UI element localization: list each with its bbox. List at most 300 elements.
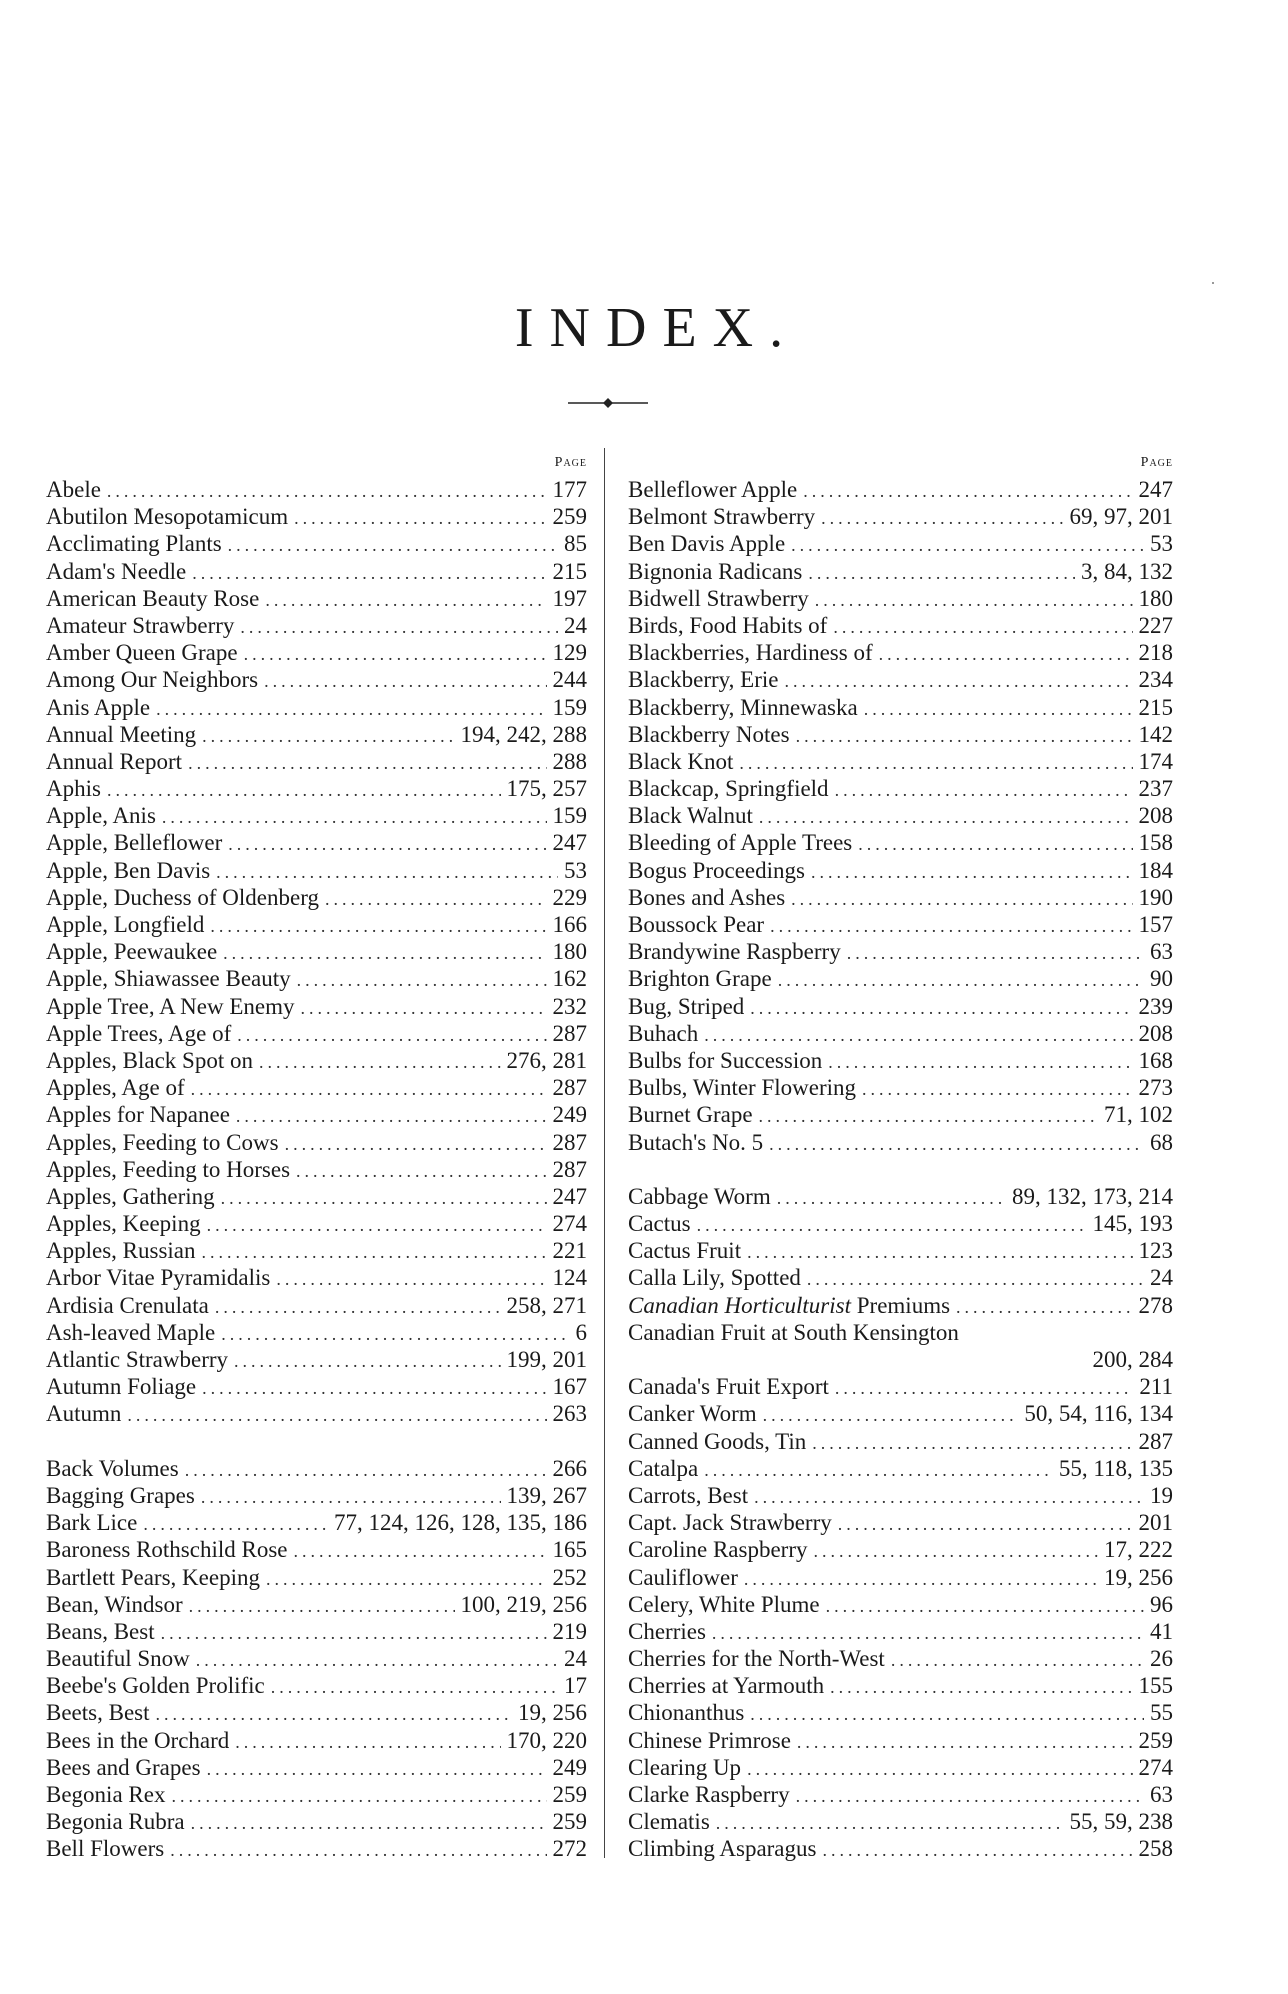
dot-leader — [294, 505, 546, 532]
dot-leader — [107, 478, 547, 505]
entry-pages: 272 — [552, 1836, 587, 1862]
dot-leader — [296, 1158, 546, 1185]
entry-pages: 184 — [1138, 857, 1173, 883]
entry-pages: 239 — [1138, 993, 1173, 1019]
entry-pages: 17, 222 — [1104, 1537, 1173, 1563]
entry-name: Blackberry Notes — [628, 721, 790, 747]
dot-leader — [143, 1511, 328, 1538]
dot-leader — [785, 668, 1133, 695]
dot-leader — [879, 641, 1133, 668]
dot-leader — [847, 940, 1144, 967]
entry-pages: 197 — [552, 585, 587, 611]
entry-name: Abele — [46, 477, 101, 502]
index-entry — [628, 1618, 1173, 1645]
entry-name: Bark Lice — [46, 1510, 138, 1536]
entry-pages: 247 — [552, 830, 587, 856]
dot-leader — [216, 859, 558, 886]
entry-pages: 274 — [552, 1211, 587, 1237]
dot-leader — [202, 1239, 547, 1266]
index-entry — [628, 476, 1173, 503]
index-entry — [628, 1373, 1173, 1400]
index-entry — [46, 503, 587, 530]
entry-name: Black Knot — [628, 748, 734, 774]
entry-pages: 259 — [1138, 1727, 1173, 1753]
index-entry — [46, 911, 587, 938]
dot-leader — [769, 1131, 1144, 1158]
dot-leader — [192, 560, 546, 587]
entry-name: Annual Report — [46, 748, 183, 774]
index-entry — [628, 775, 1173, 802]
entry-pages: 252 — [552, 1564, 587, 1590]
entry-pages: 247 — [1138, 477, 1173, 502]
index-entry — [628, 884, 1173, 911]
entry-pages: 247 — [552, 1183, 587, 1209]
dot-leader — [207, 1756, 547, 1783]
dot-leader — [228, 532, 558, 559]
dot-leader — [797, 1729, 1133, 1756]
entry-name: Amber Queen Grape — [46, 640, 238, 666]
entry-pages: 227 — [1138, 612, 1173, 638]
dot-leader — [237, 1022, 546, 1049]
index-entry — [46, 884, 587, 911]
entry-name: Apple, Shiawassee Beauty — [46, 966, 291, 992]
entry-pages: 55 — [1150, 1700, 1173, 1726]
dot-leader — [744, 1566, 1098, 1593]
entry-pages: 177 — [552, 477, 587, 502]
page-column-header: Page — [1140, 455, 1173, 470]
entry-pages: 208 — [1138, 803, 1173, 829]
entry-name: Carrots, Best — [628, 1482, 749, 1508]
entry-pages: 19 — [1150, 1482, 1173, 1508]
dot-leader — [271, 1674, 558, 1701]
entry-pages: 85 — [564, 531, 587, 557]
entry-pages: 89, 132, 173, 214 — [1012, 1183, 1173, 1209]
dot-leader — [835, 1375, 1133, 1402]
index-entry — [46, 1754, 587, 1781]
entry-name: Amateur Strawberry — [46, 612, 235, 638]
entry-pages: 167 — [552, 1374, 587, 1400]
index-entry — [628, 1482, 1173, 1509]
dot-leader — [826, 1593, 1144, 1620]
dot-leader — [276, 1266, 546, 1293]
entry-pages: 175, 257 — [506, 776, 587, 802]
entry-name: Adam's Needle — [46, 558, 187, 584]
entry-pages: 26 — [1150, 1646, 1173, 1672]
entry-name: Blackberries, Hardiness of — [628, 640, 873, 666]
index-entry — [46, 1292, 587, 1319]
entry-name: Apples, Feeding to Cows — [46, 1129, 279, 1155]
entry-name: Canada's Fruit Export — [628, 1374, 829, 1400]
index-entry — [628, 1210, 1173, 1237]
dot-leader — [796, 1783, 1144, 1810]
entry-name: Butach's No. 5 — [628, 1129, 764, 1155]
entry-name: Baroness Rothschild Rose — [46, 1537, 288, 1563]
entry-name: Blackberry, Minnewaska — [628, 694, 858, 720]
entry-name: Burnet Grape — [628, 1102, 753, 1128]
entry-pages: 139, 267 — [506, 1482, 587, 1508]
entry-name: Chinese Primrose — [628, 1727, 791, 1753]
dot-leader — [221, 1321, 569, 1348]
dot-leader — [747, 1239, 1132, 1266]
entry-name: Birds, Food Habits of — [628, 612, 828, 638]
entry-pages: 288 — [552, 748, 587, 774]
entry-pages: 244 — [552, 667, 587, 693]
index-entry — [46, 1264, 587, 1291]
entry-pages: 55, 59, 238 — [1069, 1809, 1173, 1835]
dot-leader — [828, 1049, 1132, 1076]
index-entry — [628, 857, 1173, 884]
dot-leader — [207, 1212, 547, 1239]
dot-leader — [156, 1701, 513, 1728]
index-entry — [628, 1074, 1173, 1101]
entry-pages: 259 — [552, 1782, 587, 1807]
dot-leader — [297, 967, 547, 994]
dot-leader — [759, 804, 1133, 831]
dot-leader — [812, 1430, 1132, 1457]
entry-name: Apples, Feeding to Horses — [46, 1156, 291, 1182]
dot-leader — [807, 1266, 1144, 1293]
entry-name: Atlantic Strawberry — [46, 1347, 229, 1372]
entry-name: Cherries for the North-West — [628, 1646, 885, 1672]
entry-pages: 215 — [552, 558, 587, 584]
entry-name: Apples, Age of — [46, 1075, 185, 1101]
entry-name: Apple, Longfield — [46, 912, 205, 937]
entry-name: Blackberry, Erie — [628, 667, 779, 693]
entry-name: Cactus Fruit — [628, 1238, 742, 1264]
entry-name: Bogus Proceedings — [628, 857, 805, 883]
entry-name: Apple, Anis — [46, 803, 156, 829]
dot-leader — [235, 1729, 500, 1756]
index-entry — [628, 1264, 1173, 1291]
dot-leader — [862, 1076, 1132, 1103]
entry-pages: 194, 242, 288 — [460, 721, 587, 747]
dot-leader — [244, 641, 547, 668]
entry-name: Bleeding of Apple Trees — [628, 830, 853, 856]
entry-pages: 258 — [1138, 1836, 1173, 1862]
index-entry — [46, 775, 587, 802]
index-entry — [628, 1591, 1173, 1618]
entry-pages: 276, 281 — [506, 1047, 587, 1073]
entry-pages: 168 — [1138, 1047, 1173, 1073]
entry-name: Blackcap, Springfield — [628, 776, 829, 802]
entry-pages: 166 — [552, 912, 587, 937]
dot-leader — [185, 1457, 547, 1484]
entry-pages: 63 — [1150, 939, 1173, 965]
dot-leader — [161, 1620, 547, 1647]
index-entry — [46, 585, 587, 612]
dot-leader — [228, 831, 546, 858]
entry-name: Apples, Russian — [46, 1238, 196, 1264]
entry-name: Bees in the Orchard — [46, 1727, 230, 1753]
dot-leader — [750, 1701, 1144, 1728]
entry-pages: 24 — [1150, 1265, 1173, 1291]
dot-leader — [747, 1756, 1132, 1783]
entry-name: Bell Flowers — [46, 1836, 165, 1862]
index-entry — [628, 1101, 1173, 1128]
entry-pages: 155 — [1138, 1673, 1173, 1699]
dot-leader — [127, 1402, 546, 1429]
dot-leader — [191, 1810, 547, 1837]
dot-leader — [162, 804, 547, 831]
index-column-left — [46, 450, 587, 1863]
dot-leader — [716, 1810, 1064, 1837]
entry-name: Cauliflower — [628, 1564, 738, 1590]
entry-pages: 17 — [564, 1673, 587, 1699]
entry-pages: 6 — [575, 1319, 587, 1345]
dot-leader — [822, 1837, 1132, 1864]
index-entry — [628, 993, 1173, 1020]
index-entry — [628, 1781, 1173, 1808]
dot-leader — [191, 1076, 547, 1103]
section-gap — [46, 1428, 587, 1455]
dot-leader — [107, 777, 501, 804]
dot-leader — [835, 777, 1133, 804]
index-entry — [46, 1808, 587, 1835]
entry-pages: 258, 271 — [506, 1292, 587, 1318]
entry-name: Canker Worm — [628, 1401, 757, 1427]
dot-leader — [830, 1674, 1132, 1701]
index-entry — [628, 530, 1173, 557]
entry-name: Cactus — [628, 1211, 691, 1237]
entry-pages: 157 — [1138, 912, 1173, 937]
index-entry — [46, 694, 587, 721]
entry-name: American Beauty Rose — [46, 585, 260, 611]
entry-pages: 221 — [552, 1238, 587, 1264]
index-entry — [628, 802, 1173, 829]
entry-pages: 201 — [1138, 1510, 1173, 1536]
index-entry — [46, 1400, 587, 1427]
entry-name: Climbing Asparagus — [628, 1836, 817, 1862]
dot-leader — [808, 560, 1075, 587]
entry-name: Apple, Ben Davis — [46, 857, 211, 883]
entry-name: Calla Lily, Spotted — [628, 1265, 801, 1291]
entry-name: Capt. Jack Strawberry — [628, 1510, 832, 1536]
dot-leader — [234, 1348, 500, 1375]
index-entry — [46, 1564, 587, 1591]
entry-name: Chionanthus — [628, 1700, 745, 1726]
entry-name: Ardisia Crenulata — [46, 1292, 209, 1318]
dot-leader — [815, 587, 1133, 614]
entry-name: Bees and Grapes — [46, 1754, 201, 1780]
dot-leader — [210, 913, 546, 940]
entry-pages: 287 — [552, 1156, 587, 1182]
dot-leader — [285, 1131, 547, 1158]
entry-pages: 190 — [1138, 884, 1173, 910]
dot-leader — [754, 1484, 1144, 1511]
entry-name: Cherries — [628, 1618, 706, 1644]
index-entry — [46, 530, 587, 557]
entry-name: Bartlett Pears, Keeping — [46, 1564, 260, 1590]
dot-leader — [739, 750, 1132, 777]
dot-leader — [196, 1647, 558, 1674]
dot-leader — [240, 614, 558, 641]
entry-name: Belleflower Apple — [628, 477, 798, 502]
entry-pages: 266 — [552, 1455, 587, 1481]
dot-leader — [833, 614, 1132, 641]
entry-pages: 77, 124, 126, 128, 135, 186 — [334, 1510, 587, 1536]
index-entry — [46, 1699, 587, 1726]
index-entry — [46, 1727, 587, 1754]
index-entry — [46, 1210, 587, 1237]
entry-pages: 278 — [1138, 1292, 1173, 1318]
dot-leader — [265, 587, 546, 614]
index-entry — [628, 1645, 1173, 1672]
entry-name: Apple Tree, A New Enemy — [46, 993, 295, 1019]
dot-leader — [858, 831, 1132, 858]
index-entry — [46, 1455, 587, 1482]
entry-pages: 215 — [1138, 694, 1173, 720]
section-gap — [628, 1156, 1173, 1183]
index-entry — [628, 938, 1173, 965]
index-entry — [628, 911, 1173, 938]
index-entry — [46, 1509, 587, 1536]
index-entry — [628, 1020, 1173, 1047]
entry-pages: 158 — [1138, 830, 1173, 856]
index-entry — [46, 1129, 587, 1156]
index-entry — [46, 1618, 587, 1645]
entry-name: Abutilon Mesopotamicum — [46, 504, 289, 530]
entry-pages: 124 — [552, 1265, 587, 1291]
dot-leader — [891, 1647, 1144, 1674]
dot-leader — [956, 1294, 1132, 1321]
entry-name: Celery, White Plume — [628, 1591, 820, 1617]
dot-leader — [189, 1593, 455, 1620]
index-entry — [46, 748, 587, 775]
entry-pages: 50, 54, 116, 134 — [1024, 1401, 1173, 1427]
entry-pages: 263 — [552, 1401, 587, 1427]
index-entry — [46, 1156, 587, 1183]
index-entry — [628, 1699, 1173, 1726]
index-entries — [628, 476, 1173, 1863]
entry-name: Buhach — [628, 1020, 699, 1046]
entry-name: Autumn Foliage — [46, 1374, 197, 1400]
entry-name: Apples, Gathering — [46, 1183, 215, 1209]
entry-pages: 96 — [1150, 1591, 1173, 1617]
entry-pages: 219 — [552, 1618, 587, 1644]
entry-name: Apples for Napanee — [46, 1102, 230, 1128]
entry-pages: 41 — [1150, 1618, 1173, 1644]
entry-name: Beautiful Snow — [46, 1646, 190, 1672]
entry-pages: 211 — [1139, 1374, 1173, 1400]
index-entry — [46, 721, 587, 748]
entry-name: Beets, Best — [46, 1700, 150, 1726]
dot-leader — [202, 723, 454, 750]
dot-leader — [223, 940, 546, 967]
entry-pages: 180 — [552, 939, 587, 965]
index-entry — [628, 1727, 1173, 1754]
dot-leader — [301, 995, 547, 1022]
entry-name: Caroline Raspberry — [628, 1537, 808, 1563]
entry-pages: 234 — [1138, 667, 1173, 693]
entry-pages: 142 — [1138, 721, 1173, 747]
entry-name: Anis Apple — [46, 694, 151, 720]
entry-pages-continuation: 200, 284 — [1092, 1347, 1173, 1372]
entry-name: Ben Davis Apple — [628, 531, 786, 557]
index-entry — [46, 1101, 587, 1128]
dot-leader — [294, 1538, 547, 1565]
index-entry — [46, 802, 587, 829]
entry-name: Canadian Fruit at South Kensington — [628, 1319, 959, 1345]
index-entry — [46, 1591, 587, 1618]
index-entry — [628, 694, 1173, 721]
index-entry — [628, 1428, 1173, 1455]
index-entry — [46, 1047, 587, 1074]
page-column-header: Page — [554, 455, 587, 470]
dot-leader — [712, 1620, 1144, 1647]
index-entry — [628, 1047, 1173, 1074]
index-entry — [46, 857, 587, 884]
index-entry — [46, 1645, 587, 1672]
dot-leader — [215, 1294, 501, 1321]
column-divider — [604, 448, 605, 1858]
entry-pages: 274 — [1138, 1754, 1173, 1780]
dot-leader — [202, 1375, 546, 1402]
entry-pages: 208 — [1138, 1020, 1173, 1046]
dot-leader — [813, 1538, 1098, 1565]
entry-name: Begonia Rubra — [46, 1809, 185, 1835]
dot-leader — [777, 1185, 1006, 1212]
entry-pages: 287 — [552, 1020, 587, 1046]
entry-pages: 53 — [1150, 531, 1173, 557]
entry-name: Apples, Keeping — [46, 1211, 201, 1237]
index-entry — [628, 585, 1173, 612]
entry-pages: 162 — [552, 966, 587, 992]
index-entry — [46, 1835, 587, 1862]
index-entry — [628, 1292, 1173, 1319]
dot-leader — [791, 886, 1132, 913]
entry-pages: 165 — [552, 1537, 587, 1563]
entry-name: Clarke Raspberry — [628, 1782, 790, 1807]
ornament-divider — [568, 398, 648, 408]
dot-leader — [325, 886, 547, 913]
index-entry — [46, 938, 587, 965]
entry-pages: 259 — [552, 1809, 587, 1835]
entry-pages: 287 — [552, 1075, 587, 1101]
index-entry — [628, 829, 1173, 856]
dot-leader — [759, 1103, 1098, 1130]
entry-name: Cherries at Yarmouth — [628, 1673, 825, 1699]
entry-name: Arbor Vitae Pyramidalis — [46, 1265, 271, 1291]
index-entry — [628, 558, 1173, 585]
dot-leader — [171, 1783, 546, 1810]
entry-pages: 19, 256 — [518, 1700, 587, 1726]
entry-name: Aphis — [46, 776, 101, 802]
entry-pages: 24 — [564, 612, 587, 638]
entry-name-suffix: Premiums — [851, 1292, 951, 1318]
index-entry — [46, 1237, 587, 1264]
entry-pages: 174 — [1138, 748, 1173, 774]
entry-name: Acclimating Plants — [46, 531, 222, 557]
entry-name: Ash-leaved Maple — [46, 1319, 216, 1345]
entry-name: Among Our Neighbors — [46, 667, 259, 693]
entry-pages: 287 — [1138, 1428, 1173, 1454]
entry-name: Catalpa — [628, 1455, 699, 1481]
dot-leader — [803, 478, 1132, 505]
entry-pages: 229 — [552, 884, 587, 910]
index-entry — [628, 1183, 1173, 1210]
entry-name: Beans, Best — [46, 1618, 155, 1644]
dot-leader — [201, 1484, 501, 1511]
index-entry — [46, 1020, 587, 1047]
entry-pages: 3, 84, 132 — [1081, 558, 1173, 584]
entry-pages: 68 — [1150, 1129, 1173, 1155]
entry-name: Begonia Rex — [46, 1782, 166, 1807]
entry-pages: 24 — [564, 1646, 587, 1672]
index-entry — [46, 639, 587, 666]
entry-name: Apple Trees, Age of — [46, 1020, 232, 1046]
index-entry — [46, 965, 587, 992]
entry-pages: 100, 219, 256 — [460, 1591, 587, 1617]
